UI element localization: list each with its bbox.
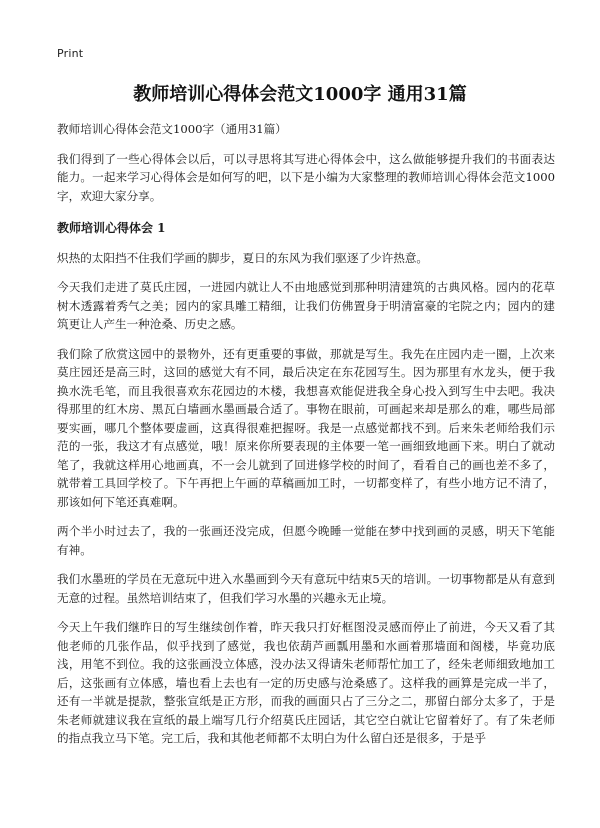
- body-paragraph: 今天我们走进了莫氏庄园，一进园内就让人不由地感觉到那种明清建筑的古典风格。园内的花草树木透露着秀气之美；园内的家具雕工精细，让我们仿佛置身于明清富豪的宅院之内；园内的建筑更让人产生一种沧桑、历史之感。: [57, 280, 555, 331]
- section-heading: 教师培训心得体会 1: [57, 221, 166, 235]
- body-paragraph: 两个半小时过去了，我的一张画还没完成，但愿今晚睡一觉能在梦中找到画的灵感，明天下笔能有神。: [57, 524, 555, 557]
- body-paragraph: 我们除了欣赏这园中的景物外，还有更重要的事做，那就是写生。我先在庄园内走一圈，上次来莫庄园还是高三时，这回的感觉大有不同，最后决定在东花园写生。因为那里有水龙头，便于我换水洗毛笔，而且我很喜欢东花园边的木楼，我想喜欢能促进我全身心投入到写生中去吧。我决得那里的红木房、黑瓦白墙画水墨画最合适了。事物在眼前，可画起来却是那么的难，哪些局部要实画，哪几个整体要虚画，这真得很难把握呀。我是一点感觉都找不到。后来朱老师给我们示范的一张，我这才有点感觉，哦！原来你所要表现的主体要一笔一画细致地画下来。明白了就动笔了，我就这样用心地画真，不一会儿就到了回进修学校的时间了，看看自己的画也差不多了，就带着工具回学校了。下午再把上午画的草稿画加工时，一切都变样了，有些小地方记不清了，那该如何下笔还真难啊。: [57, 346, 555, 509]
- document-subtitle: 教师培训心得体会范文1000字（通用31篇）: [57, 122, 287, 136]
- body-paragraph: 今天上午我们继昨日的写生继续创作着，昨天我只打好框图没灵感而停止了前进，今天又看了其他老师的几张作品，似乎找到了感觉，我也依葫芦画瓢用墨和水画着那墙面和阁楼，毕竟功底浅，用笔不到位。我的这张画没立体感，没办法又得请朱老师帮忙加工了，经朱老师细致地加工后，这张画有立体感，墙也看上去也有一定的历史感与沧桑感了。这样我的画算是完成一半了，还有一半就是提款，整张宣纸是正方形，而我的画面只占了三分之二，那留白部分太多了，于是朱老师就建议我在宣纸的最上端写几行介绍莫氏庄园话，其它空白就让它留着好了。有了朱老师的指点我立马下笔。完工后，我和其他老师都不太明白为什么留白还是很多，于是乎: [57, 620, 555, 745]
- print-label: Print: [57, 47, 84, 60]
- body-paragraph: 我们水墨班的学员在无意玩中进入水墨画到今天有意玩中结束5天的培训。一切事物都是从有意到无意的过程。虽然培训结束了，但我们学习水墨的兴趣永无止境。: [57, 572, 555, 605]
- intro-paragraph: 我们得到了一些心得体会以后，可以寻思将其写进心得体会中，这么做能够提升我们的书面表达能力。一起来学习心得体会是如何写的吧，以下是小编为大家整理的教师培训心得体会范文1000字，欢迎大家分享。: [57, 151, 555, 203]
- document-body: [57, 120, 555, 759]
- page-title: 教师培训心得体会范文1000字 通用31篇: [133, 84, 467, 105]
- body-paragraph: 炽热的太阳挡不住我们学画的脚步，夏日的东风为我们驱逐了少许热意。: [57, 250, 429, 265]
